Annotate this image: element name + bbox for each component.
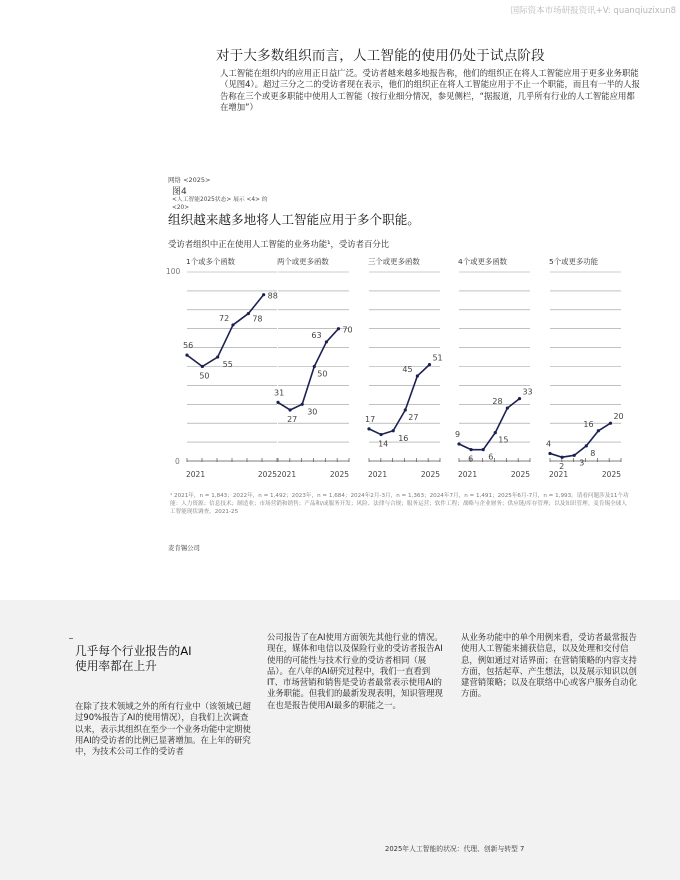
page-footer: 2025年人工智能的状况：代理、创新与转型 7	[385, 845, 525, 853]
data-label: 16	[583, 419, 594, 429]
svg-text:2025: 2025	[420, 470, 440, 479]
data-label: 56	[183, 341, 194, 351]
panel-label: 三个或更多函数	[368, 257, 420, 266]
figure-subtitle: 受访者组织中正在使用人工智能的业务功能¹，受访者百分比	[168, 239, 390, 249]
panel-label: 1个或多个函数	[186, 257, 236, 266]
sidebar-column-2: 公司报告了在AI使用方面领先其他行业的情况。现在，媒体和电信以及保险行业的受访者报告AI使用的可能性与技术行业的受访者相同（展品）。在八年的AI研究过程中，我们一直看到IT、市场营销和销售是受访者最常表示使用AI的业务职能。但我们的最新发现表明，知识管理现在也是报告使用AI最多的职能之一。	[267, 632, 443, 710]
data-label: 2	[559, 462, 565, 472]
data-label: 27	[287, 414, 298, 424]
data-label: 15	[498, 435, 509, 445]
figure-number: 图4	[172, 187, 187, 197]
data-label: 55	[222, 360, 233, 370]
data-label: 63	[311, 330, 322, 340]
data-label: 16	[398, 433, 409, 443]
data-label: 72	[219, 313, 230, 323]
svg-text:2021: 2021	[186, 470, 206, 479]
data-label: 9	[455, 429, 461, 439]
svg-text:0: 0	[175, 457, 180, 466]
figure-source: 麦肯锡公司	[168, 544, 200, 552]
data-label: 45	[402, 364, 413, 374]
data-label: 28	[492, 397, 503, 407]
svg-text:2021: 2021	[368, 470, 388, 479]
figure-source-tag: 网络 <2025>	[168, 176, 211, 184]
data-label: 14	[378, 439, 389, 449]
data-label: 20	[613, 412, 624, 422]
svg-text:2025: 2025	[510, 470, 530, 479]
figure-meta-line1: <人工智能2025状态> 展示 <4> 的	[172, 197, 268, 203]
data-label: 3	[579, 458, 585, 468]
panel-label: 4个或更多函数	[458, 257, 508, 266]
data-label: 17	[365, 414, 376, 424]
data-label: 4	[546, 439, 552, 449]
sidebar-column-1: 在除了技术领域之外的所有行业中（该领域已超过90%报告了AI的使用情况），自我们上次调查以来，表示其组织在至少一个业务功能中定期使用AI的受访者的比例已显著增加。在上年的研究中，为技术公司工作的受访者	[75, 701, 251, 757]
data-label: 78	[252, 314, 263, 324]
svg-text:100: 100	[166, 267, 181, 276]
data-label: 70	[342, 325, 353, 335]
svg-text:2021: 2021	[458, 470, 478, 479]
sidebar-column-3: 从业务功能中的单个用例来看，受访者最常报告使用人工智能来捕获信息，以及处理和交付信息，例如通过对话界面；在营销策略的内容支持方面，包括起草、产生想法，以及展示知识以创建营销策略；以及在联络中心或客户服务自动化方面。	[461, 632, 637, 699]
data-label: 6	[488, 452, 494, 462]
sidebar-dash-marker	[69, 638, 73, 639]
figure-meta-line2: <20>	[172, 205, 190, 211]
data-label: 30	[307, 407, 318, 417]
data-label: 31	[274, 388, 285, 398]
panel-label: 5个或更多功能	[549, 257, 599, 266]
data-label: 88	[267, 291, 278, 301]
data-label: 8	[590, 448, 596, 458]
svg-text:2025: 2025	[601, 470, 621, 479]
data-label: 33	[522, 387, 533, 397]
data-label: 51	[432, 353, 443, 363]
svg-text:2025: 2025	[329, 470, 349, 479]
svg-text:2025: 2025	[257, 470, 277, 479]
svg-text:2021: 2021	[277, 470, 297, 479]
sidebar-title: 几乎每个行业报告的AI使用率都在上升	[75, 644, 192, 673]
data-label: 50	[199, 371, 210, 381]
data-label: 27	[408, 412, 419, 422]
panel-label: 两个或更多函数	[277, 257, 329, 266]
figure-footnote: ¹ 2021年，n = 1,843；2022年，n = 1,492；2023年，n = 1,684；2024年2月-3月，n = 1,363；2024年7月，n = 1,491；2025年6月-7月，n = 1,993。请看问题涉及11个功能：人力资源；信息技术；制造业；市场营销和销售；产品和/或服务开发；风险、法律与合规；服务运营；软件工程；战略与企业财务；供应链/库存管理；以及知识管理。麦肯锡全球人工智能现状调查，2021-25	[170, 493, 629, 516]
svg-text:2021: 2021	[549, 470, 569, 479]
figure-title: 组织越来越多地将人工智能应用于多个职能。	[168, 212, 420, 227]
intro-paragraph: 人工智能在组织内的应用正日益广泛。受访者越来越多地报告称，他们的组织正在将人工智能应用于更多业务职能（见图4）。超过三分之二的受访者现在表示，他们的组织正在将人工智能应用于不止一个职能，而且有一半的人报告称在三个或更多职能中使用人工智能（按行业细分情况，参见侧栏，“据报道，几乎所有行业的人工智能应用都在增加”）	[220, 68, 640, 112]
data-label: 50	[317, 369, 328, 379]
section-title: 对于大多数组织而言，人工智能的使用仍处于试点阶段	[216, 48, 545, 64]
data-label: 6	[468, 454, 474, 464]
watermark: 国际资本市场研报资讯+V: quanqiuzixun8	[510, 6, 676, 16]
